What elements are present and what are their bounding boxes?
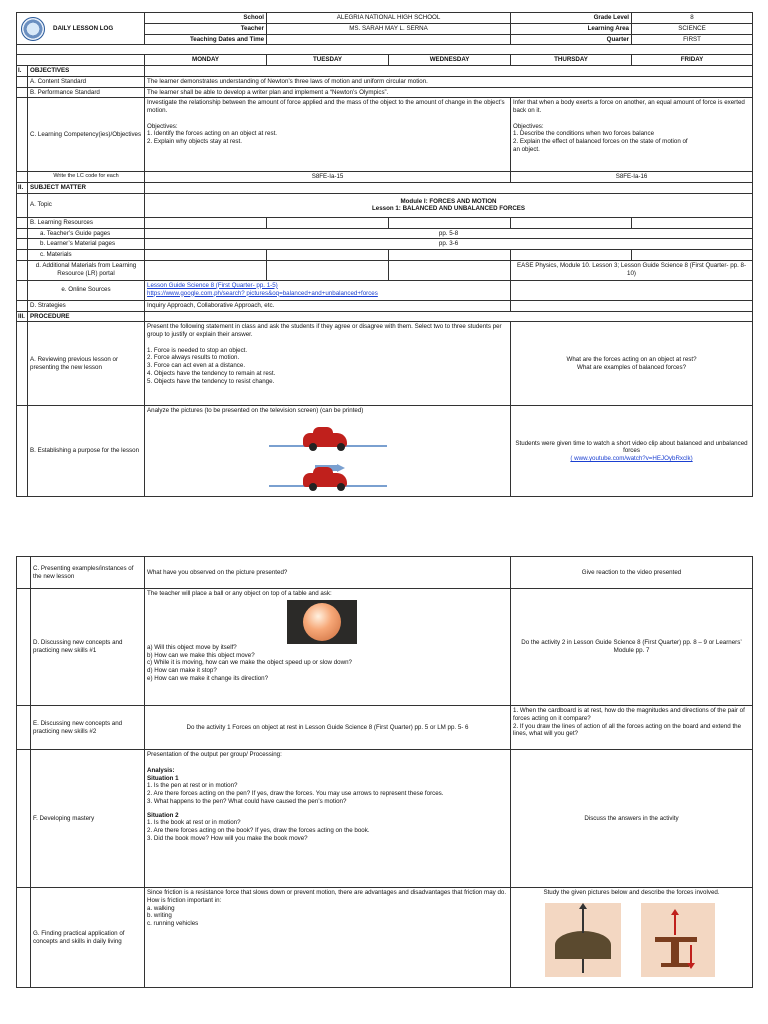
lesson-log-page-1	[16, 12, 753, 497]
lc-code-label: Write the LC code for each	[28, 172, 145, 183]
grade-value: 8	[632, 13, 753, 24]
header-title-cell	[17, 13, 145, 45]
procedure-g-thursday	[511, 888, 753, 988]
lc-code-thursday: S8FE-Ia-16	[511, 172, 753, 183]
section-number: II.	[17, 183, 28, 194]
day-monday: MONDAY	[145, 55, 267, 66]
performance-standard-text: The learner shall be able to develop a writer plan and implement a “Newton’s Olympics”.	[145, 87, 753, 98]
section-number: III.	[17, 311, 28, 322]
section-number: I.	[17, 66, 28, 77]
procedure-e-thursday: 1. When the cardboard is at rest, how do the magnitudes and directions of the pair of forces acting on it compare? 2. If you draw the lines of action of all the forces acting on the board and extend the lines, what will you get?	[511, 706, 753, 750]
procedure-d-monday	[145, 589, 511, 706]
procedure-a-label: A. Reviewing previous lesson or presenting the new lesson	[28, 322, 145, 406]
procedure-e-monday: Do the activity 1 Forces on object at rest in Lesson Guide Science 8 (First Quarter) pp. 5 or LM pp. 5- 6	[145, 706, 511, 750]
online-sources-label: e. Online Sources	[28, 280, 145, 300]
competency-thursday: Infer that when a body exerts a force on another, an equal amount of force is exerted back on it. Objectives: 1. Describe the conditions when two forces balance 2. Explain the effect of balanced forces on the state of motion of an object.	[511, 98, 753, 172]
procedure-c-label: C. Presenting examples/instances of the new lesson	[31, 557, 145, 589]
procedure-d-label: D. Discussing new concepts and practicing new skills #1	[31, 589, 145, 706]
procedure-c-thursday: Give reaction to the video presented	[511, 557, 753, 589]
school-label: School	[145, 13, 267, 24]
situation-2-questions: 1. Is the book at rest or in motion? 2. Are there forces acting on the book? If yes, draw the forces acting on the book. 3. Did the book move? How will you make the book move?	[147, 819, 370, 842]
online-sources	[145, 280, 511, 300]
deped-seal-icon	[21, 17, 45, 41]
dates-label: Teaching Dates and Time	[145, 34, 267, 45]
dome-forces-image	[545, 903, 621, 977]
situation-2-heading: Situation 2	[147, 811, 179, 819]
lm-pages: pp. 3-6	[145, 239, 753, 250]
section-objectives: OBJECTIVES	[28, 66, 145, 77]
additional-materials-label: d. Additional Materials from Learning Resource (LR) portal	[28, 260, 145, 280]
procedure-e-label: E. Discussing new concepts and practicing new skills #2	[31, 706, 145, 750]
topic-label: A. Topic	[28, 193, 145, 217]
procedure-d-intro: The teacher will place a ball or any object on top of a table and ask:	[147, 590, 332, 597]
day-thursday: THURSDAY	[511, 55, 632, 66]
strategies-label: D. Strategies	[28, 300, 145, 311]
strategies-text: Inquiry Approach, Collaborative Approach, etc.	[145, 300, 511, 311]
procedure-f-thursday: Discuss the answers in the activity	[511, 750, 753, 888]
resources-label: B. Learning Resources	[28, 217, 145, 228]
topic-module: Module I: FORCES AND MOTION	[400, 197, 497, 205]
up-arrow-icon	[674, 913, 676, 935]
procedure-d-questions: a) Will this object move by itself? b) How can we make this object move? c) While it is moving, how can we make the object speed up or slow down? d) How can make it stop? e) How can we make it change its direction?	[147, 643, 352, 682]
content-standard-text: The learner demonstrates understanding of Newton’s three laws of motion and uniform circular motion.	[145, 76, 753, 87]
procedure-b-thursday	[511, 406, 753, 497]
area-label: Learning Area	[511, 23, 632, 34]
quarter-value: FIRST	[632, 34, 753, 45]
procedure-c-monday: What have you observed on the picture presented?	[145, 557, 511, 589]
down-arrow-icon	[582, 959, 584, 973]
ball-on-table-image	[287, 600, 357, 644]
additional-materials-thursday: EASE Physics, Module 10. Lesson 3; Lesson Guide Science 8 (First Quarter- pp. 8-10)	[511, 260, 753, 280]
procedure-g-instruction: Study the given pictures below and describe the forces involved.	[543, 889, 720, 896]
lesson-log-page-2	[16, 556, 753, 988]
procedure-g-label: G. Finding practical application of concepts and skills in daily living	[31, 888, 145, 988]
page-title: DAILY LESSON LOG	[53, 24, 114, 32]
force-arrow-icon	[337, 464, 345, 472]
procedure-b-label: B. Establishing a purpose for the lesson	[28, 406, 145, 497]
tg-pages: pp. 5-8	[145, 228, 753, 239]
procedure-b-video-text: Students were given time to watch a short video clip about balanced and unbalanced forces	[515, 439, 748, 455]
situation-1-questions: 1. Is the pen at rest or in motion? 2. Are there forces acting on the pen? If yes, draw the forces. You may use arrows to represent these forces. 3. What happens to the pen? What could have caused the pen’s motion?	[147, 782, 444, 805]
school-value: ALEGRIA NATIONAL HIGH SCHOOL	[267, 13, 511, 24]
procedure-f-monday	[145, 750, 511, 888]
lc-code-monday: S8FE-Ia-15	[145, 172, 511, 183]
teacher-value: MS. SARAH MAY L. SERNA	[267, 23, 511, 34]
content-standard-label: A. Content Standard	[28, 76, 145, 87]
procedure-a-monday: Present the following statement in class and ask the students if they agree or disagree with them. Select two to three students per group to justify or explain their answer. 1. Force is needed to stop an object. 2. Force always results to motion. 3. Force can act even at a distance. 4. Objects have the tendency to remain at rest. 5. Objects have the tendency to resist change.	[145, 322, 511, 406]
procedure-a-thursday	[511, 322, 753, 406]
procedure-f-intro: Presentation of the output per group/ Processing:	[147, 751, 282, 758]
quarter-label: Quarter	[511, 34, 632, 45]
teacher-label: Teacher	[145, 23, 267, 34]
online-source-link-1[interactable]: Lesson Guide Science 8 (First Quarter- pp. 1-5)	[147, 281, 278, 289]
forces-pictures	[513, 897, 750, 977]
topic-lesson: Lesson 1: BALANCED AND UNBALANCED FORCES	[371, 205, 526, 213]
area-value: SCIENCE	[632, 23, 753, 34]
situation-1-heading: Situation 1	[147, 774, 179, 782]
competency-monday: Investigate the relationship between the amount of force applied and the mass of the object to the amount of change in the object’s motion. Objectives: 1. Identify the forces acting on an object at rest. 2. Explain why objects stay at rest.	[145, 98, 511, 172]
online-source-link-2[interactable]: https://www.google.com.ph/search? pictures&oq=balanced+and+unbalanced+forces	[147, 289, 378, 297]
spacer-row	[17, 45, 753, 55]
day-wednesday: WEDNESDAY	[389, 55, 511, 66]
down-arrow-icon	[690, 945, 692, 963]
procedure-b-monday	[145, 406, 511, 497]
analysis-heading: Analysis:	[147, 766, 175, 774]
procedure-a-question-2: What are examples of balanced forces?	[577, 363, 687, 371]
performance-standard-label: B. Performance Standard	[28, 87, 145, 98]
grade-label: Grade Level	[511, 13, 632, 24]
video-link[interactable]: ( www.youtube.com/watch?v=HEJOybRxclk)	[570, 455, 693, 462]
procedure-a-question-1: What are the forces acting on an object at rest?	[566, 356, 697, 363]
tg-label: a. Teacher’s Guide pages	[28, 228, 145, 239]
day-tuesday: TUESDAY	[267, 55, 389, 66]
procedure-d-thursday: Do the activity 2 in Lesson Guide Science 8 (First Quarter) pp. 8 – 9 or Learners’ Module pp. 7	[511, 589, 753, 706]
section-subject-matter: SUBJECT MATTER	[28, 183, 145, 194]
procedure-f-label: F. Developing mastery	[31, 750, 145, 888]
competency-label: C. Learning Competency(ies)/Objectives	[28, 98, 145, 172]
table-forces-image	[641, 903, 715, 977]
topic-text	[145, 193, 753, 217]
lm-label: b. Learner’s Material pages	[28, 239, 145, 250]
procedure-b-instruction: Analyze the pictures (to be presented on the television screen) (can be printed)	[147, 407, 364, 415]
days-corner	[17, 55, 145, 66]
dates-value	[267, 34, 511, 45]
day-friday: FRIDAY	[632, 55, 753, 66]
car-forces-illustration	[263, 419, 393, 491]
materials-label: c. Materials	[28, 250, 145, 261]
section-procedure: PROCEDURE	[28, 311, 145, 322]
procedure-g-monday: Since friction is a resistance force that slows down or prevent motion, there are advantages and disadvantages that friction may do. How is friction important in: a. walking b. writing c. running vehicles	[145, 888, 511, 988]
ball-image	[303, 603, 341, 641]
up-arrow-icon	[582, 907, 584, 933]
